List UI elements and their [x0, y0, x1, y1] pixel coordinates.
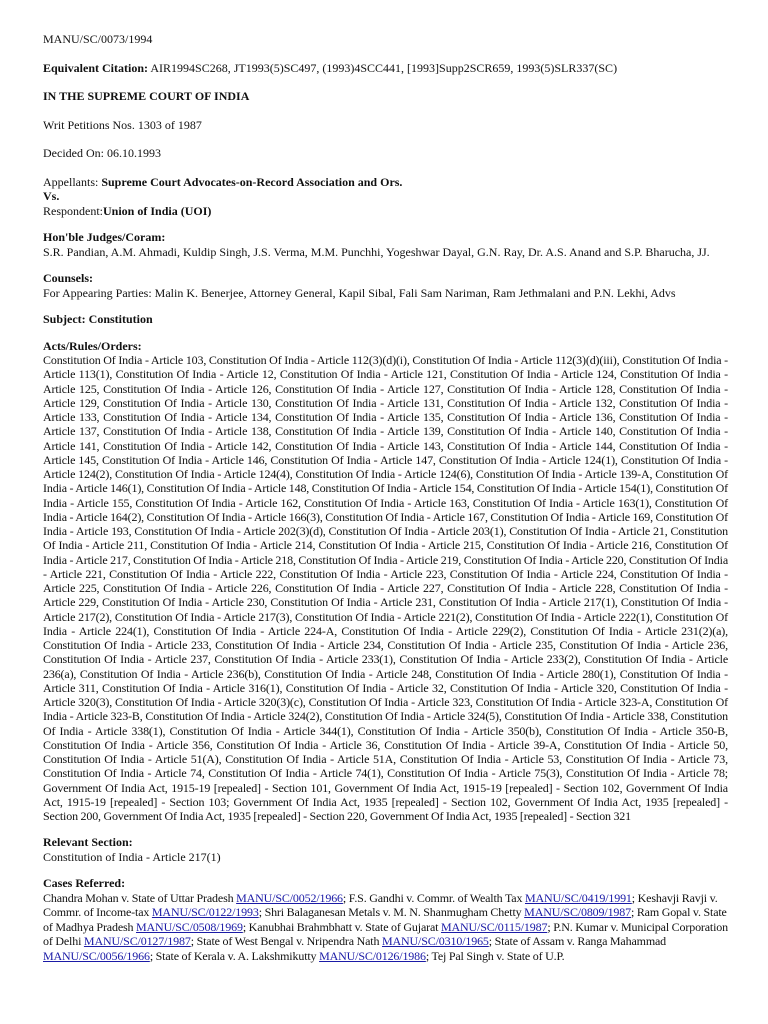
- parties-block: [43, 175, 728, 219]
- case-separator: ;: [488, 934, 495, 949]
- case-name: State of West Bengal v. Nripendra Nath: [196, 934, 382, 949]
- judges-heading: Hon'ble Judges/Coram:: [43, 230, 166, 244]
- versus: Vs.: [43, 189, 60, 203]
- decided-on: Decided On: 06.10.1993: [43, 146, 161, 160]
- case-name: Ram Gopal v. State of Madhya Pradesh: [43, 905, 727, 934]
- relevant-section-value: Constitution of India - Article 217(1): [43, 849, 221, 864]
- counsels-list: For Appearing Parties: Malin K. Benerjee, Attorney General, Kapil Sibal, Fali Sam Nariman, Ram Jethmalani and P.N. Lekhi, Advs: [43, 285, 676, 300]
- case-name: Tej Pal Singh v. State of U.P.: [431, 948, 565, 963]
- counsels-heading: Counsels:: [43, 271, 94, 285]
- case-name: State of Assam v. Ranga Mahammad: [494, 934, 667, 949]
- appellants-label: Appellants:: [43, 174, 102, 189]
- respondent-label: Respondent:: [43, 203, 103, 218]
- cases-section: [43, 876, 728, 963]
- acts-section: [43, 339, 728, 824]
- acts-list: Constitution Of India - Article 103, Constitution Of India - Article 112(3)(d)(i), Constitution Of India - Article 112(3)(d)(iii), Constitution Of India - Article 113(1), Constitution Of India - Article 12, Constitution Of India - Article 121, Constitution Of India - Article 124, Constitution Of India - Article 125, Constitution Of India - Article 126, Constitution Of India - Article 127, Constitution Of India - Article 128, Constitution Of India - Article 129, Constitution Of India - Article 130, Constitution Of India - Article 131, Constitution Of India - Article 132, Constitution Of India - Article 133, Constitution Of India - Article 134, Constitution Of India - Article 135, Constitution Of India - Article 136, Constitution Of India - Article 137, Constitution Of India - Article 138, Constitution Of India - Article 139, Constitution Of India - Article 140, Constitution Of India - Article 141, Constitution Of India - Article 142, Constitution Of India - Article 143, Constitution Of India - Article 144, Constitution Of India - Article 145, Constitution Of India - Article 146, Constitution Of India - Article 147, Constitution Of India - Article 124(1), Constitution Of India - Article 124(2), Constitution Of India - Article 124(4), Constitution Of India - Article 124(6), Constitution Of India - Article 139-A, Constitution Of India - Article 146(1), Constitution Of India - Article 148, Constitution Of India - Article 154, Constitution Of India - Article 154(1), Constitution Of India - Article 155, Constitution Of India - Article 162, Constitution Of India - Article 163, Constitution Of India - Article 163(1), Constitution Of India - Article 164(2), Constitution Of India - Article 166(3), Constitution Of India - Article 167, Constitution Of India - Article 169, Constitution Of India - Article 193, Constitution Of India - Article 202(3)(d), Constitution Of India - Article 203(1), Constitution Of India - Article 21, Constitution Of India - Article 211, Constitution Of India - Article 214, Constitution Of India - Article 215, Constitution Of India - Article 216, Constitution Of India - Article 217, Constitution Of India - Article 218, Constitution Of India - Article 219, Constitution Of India - Article 220, Constitution Of India - Article 221, Constitution Of India - Article 222, Constitution Of India - Article 223, Constitution Of India - Article 224, Constitution Of India - Article 225, Constitution Of India - Article 226, Constitution Of India - Article 227, Constitution Of India - Article 228, Constitution Of India - Article 229, Constitution Of India - Article 230, Constitution Of India - Article 231, Constitution Of India - Article 217(1), Constitution Of India - Article 217(2), Constitution Of India - Article 217(3), Constitution Of India - Article 221(2), Constitution Of India - Article 222(1), Constitution Of India - Article 224(1), Constitution Of India - Article 224-A, Constitution Of India - Article 229(2), Constitution Of India - Article 231(2)(a), Constitution Of India - Article 233, Constitution Of India - Article 234, Constitution Of India - Article 235, Constitution Of India - Article 236, Constitution Of India - Article 237, Constitution Of India - Article 233(1), Constitution Of India - Article 233(2), Constitution Of India - Article 236(a), Constitution Of India - Article 236(b), Constitution Of India - Article 248, Constitution Of India - Article 280(1), Constitution Of India - Article 311, Constitution Of India - Article 316(1), Constitution Of India - Article 32, Constitution Of India - Article 320, Constitution Of India - Article 320(3), Constitution Of India - Article 320(3)(c), Constitution Of India - Article 323, Constitution Of India - Article 323-A, Constitution Of India - Article 323-B, Constitution Of India - Article 324(2), Constitution Of India - Article 324(5), Constitution Of India - Article 338, Constitution Of India - Article 338(1), Constitution Of India - Article 344(1), Constitution Of India - Article 350(b), Constitution Of India - Article 350-B, Constitution Of India - Article 356, Constitution Of India - Article 36, Constitution Of India - Article 39-A, Constitution Of India - Article 50, Constitution Of India - Article 51(A), Constitution Of India - Article 51A, Constitution Of India - Article 53, Constitution Of India - Article 73, Constitution Of India - Article 74, Constitution Of India - Article 74(1), Constitution Of India - Article 75(3), Constitution Of India - Article 78; Government Of India Act, 1915-19 [repealed] - Section 101, Government Of India Act, 1915-19 [repealed] - Section 102, Government Of India Act, 1915-19 [repealed] - Section 103; Government Of India Act, 1935 [repealed] - Section 102, Government Of India Act, 1935 [repealed] - Section 200, Government Of India Act, 1935 [repealed] - Section 220, Government Of India Act, 1935 [repealed] - Section 321: [43, 353, 728, 823]
- case-citation-link[interactable]: MANU/SC/0115/1987: [440, 919, 548, 934]
- appellants: [43, 175, 728, 190]
- case-separator: ;: [258, 905, 265, 920]
- acts-heading: Acts/Rules/Orders:: [43, 338, 142, 353]
- case-name: Chandra Mohan v. State of Uttar Pradesh: [43, 890, 237, 905]
- case-citation-link[interactable]: MANU/SC/0126/1986: [319, 948, 426, 963]
- case-citation-link[interactable]: MANU/SC/0508/1969: [136, 919, 243, 934]
- case-name: Kanubhai Brahmbhatt v. State of Gujarat: [248, 919, 441, 934]
- case-citation-link[interactable]: MANU/SC/0809/1987: [524, 905, 631, 920]
- case-separator: ;: [630, 905, 637, 920]
- case-separator: ;: [342, 890, 349, 905]
- case-separator: ;: [631, 890, 638, 905]
- judges-section: [43, 230, 728, 259]
- respondent-value: Union of India (UOI): [103, 203, 212, 218]
- case-name: Shri Balaganesan Metals v. M. N. Shanmugham Chetty: [264, 905, 525, 920]
- case-separator: ;: [547, 919, 554, 934]
- case-citation-link[interactable]: MANU/SC/0052/1966: [236, 890, 343, 905]
- respondent: [43, 204, 728, 219]
- petition-number: Writ Petitions Nos. 1303 of 1987: [43, 117, 202, 132]
- case-name: F.S. Gandhi v. Commr. of Wealth Tax: [348, 890, 525, 905]
- relevant-section: [43, 835, 728, 864]
- equivalent-citation: [43, 61, 728, 76]
- relevant-section-heading: Relevant Section:: [43, 835, 133, 850]
- case-citation-link[interactable]: MANU/SC/0127/1987: [83, 934, 191, 949]
- case-citation-link[interactable]: MANU/SC/0310/1965: [381, 934, 489, 949]
- case-separator: ;: [425, 948, 432, 963]
- case-citation-link[interactable]: MANU/SC/0056/1966: [43, 948, 150, 963]
- case-name: Keshavji Ravji v. Commr. of Income-tax: [43, 890, 718, 920]
- case-separator: ;: [149, 948, 156, 963]
- case-separator: ;: [190, 934, 197, 949]
- cases-heading: Cases Referred:: [43, 876, 126, 891]
- counsels-section: [43, 271, 728, 300]
- appellants-value: Supreme Court Advocates-on-Record Association and Ors.: [101, 174, 403, 189]
- case-separator: ;: [242, 919, 249, 934]
- equivalent-citation-value: AIR1994SC268, JT1993(5)SC497, (1993)4SCC441, [1993]Supp2SCR659, 1993(5)SLR337(SC): [148, 60, 618, 75]
- cases-list: [43, 891, 728, 964]
- court-name: IN THE SUPREME COURT OF INDIA: [43, 89, 250, 103]
- equivalent-citation-label: Equivalent Citation:: [43, 60, 149, 75]
- case-citation-link[interactable]: MANU/SC/0419/1991: [524, 890, 632, 905]
- subject: Subject: Constitution: [43, 312, 153, 326]
- doc-id: MANU/SC/0073/1994: [43, 32, 153, 46]
- case-citation-link[interactable]: MANU/SC/0122/1993: [151, 905, 259, 920]
- judges-list: S.R. Pandian, A.M. Ahmadi, Kuldip Singh, J.S. Verma, M.M. Punchhi, Yogeshwar Dayal, G.N. Ray, Dr. A.S. Anand and S.P. Bharucha, JJ.: [43, 244, 710, 259]
- case-name: P.N. Kumar v. Municipal Corporation of Delhi: [43, 919, 729, 949]
- case-name: State of Kerala v. A. Lakshmikutty: [155, 948, 320, 963]
